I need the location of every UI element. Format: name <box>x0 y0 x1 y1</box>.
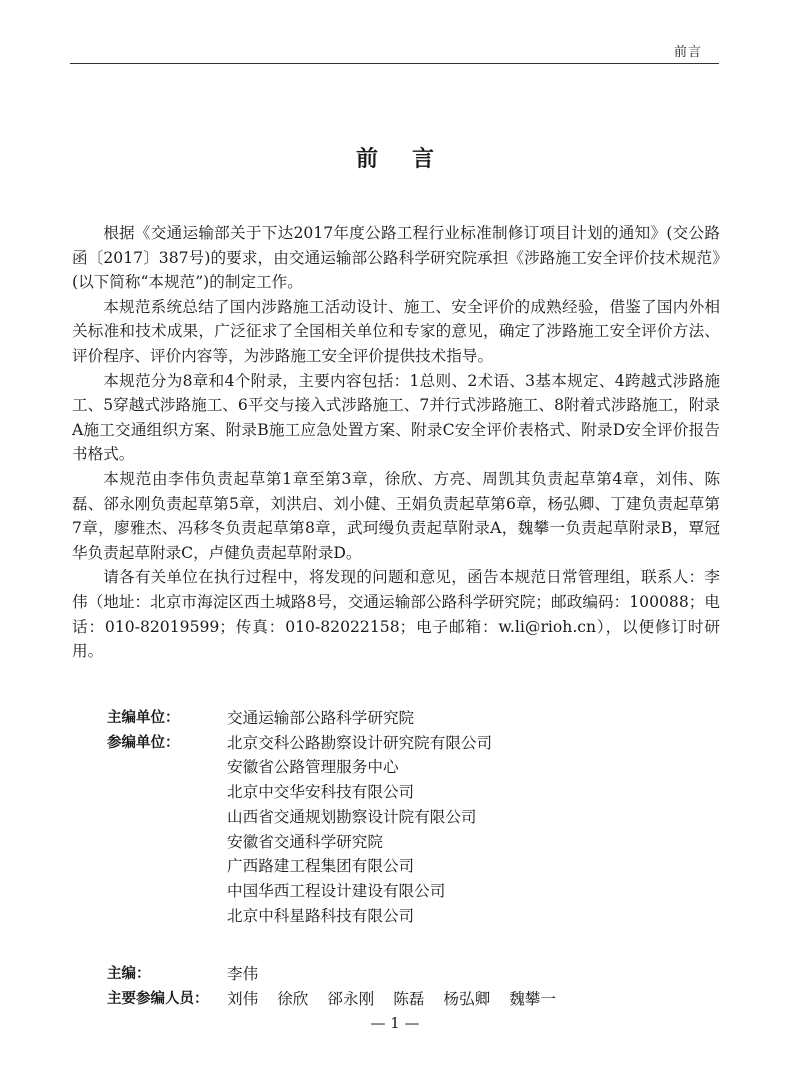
paragraph: 根据《交通运输部关于下达2017年度公路工程行业标准制修订项目计划的通知》(交公路函〔2017〕387号)的要求，由交通运输部公路科学研究院承担《涉路施工安全评价技术规范》(以下简称“本规范”)的制定工作。 <box>72 224 720 292</box>
paragraph: 本规范系统总结了国内涉路施工活动设计、施工、安全评价的成熟经验，借鉴了国内外相关标准和技术成果，广泛征求了全国相关单位和专家的意见，确定了涉路施工安全评价方法、评价程序、评价内容等，为涉路施工安全评价提供技术指导。 <box>72 297 720 365</box>
participating-units-row <box>107 731 667 929</box>
page-number: — 1 — <box>370 1014 420 1032</box>
credits-block <box>107 706 667 928</box>
preface-body <box>72 221 720 664</box>
participating-units-list <box>227 731 492 929</box>
chief-unit-row <box>107 706 667 731</box>
paragraph: 本规范由李伟负责起草第1章至第3章，徐欣、方亮、周凯其负责起草第4章，刘伟、陈磊、郤永刚负责起草第5章，刘洪启、刘小健、王娟负责起草第6章，杨弘卿、丁建负责起草第7章，廖雅杰、冯移冬负责起草第8章，武珂缦负责起草附录A，魏攀一负责起草附录B，覃冠华负责起草附录C，卢健负责起草附录D。 <box>72 469 720 562</box>
main-participants-label: 主要参编人员： <box>107 990 209 1007</box>
page-title: 前言 <box>355 147 468 172</box>
main-participants-row <box>107 987 575 1012</box>
participating-unit: 北京交科公路勘察设计研究院有限公司 <box>227 733 493 752</box>
header-rule <box>70 63 719 64</box>
participating-unit: 北京中科星路科技有限公司 <box>227 906 415 925</box>
participant-name: 魏攀一 <box>509 989 556 1008</box>
participant-name: 杨弘卿 <box>443 989 491 1008</box>
participating-unit: 安徽省公路管理服务中心 <box>227 758 399 777</box>
participant-name: 陈磊 <box>393 989 425 1008</box>
paragraph: 请各有关单位在执行过程中，将发现的问题和意见，函告本规范日常管理组，联系人：李伟（地址：北京市海淀区西土城路8号，交通运输部公路科学研究院；邮政编码：100088；电话：010-82019599；传真：010-82022158；电子邮箱：w.li@rioh.cn），以便修订时研用。 <box>72 568 720 661</box>
participant-name: 徐欣 <box>277 989 309 1008</box>
participant-name: 刘伟 <box>227 989 259 1008</box>
chief-editor: 李伟 <box>227 965 259 983</box>
running-header-title: 前言 <box>673 45 702 60</box>
participating-unit: 中国华西工程设计建设有限公司 <box>227 881 446 900</box>
participant-name: 郤永刚 <box>327 989 375 1008</box>
participating-unit: 北京中交华安科技有限公司 <box>227 783 415 802</box>
chief-editor-label: 主编： <box>107 966 151 982</box>
participating-unit: 广西路建工程集团有限公司 <box>227 857 415 876</box>
paragraph: 本规范分为8章和4个附录，主要内容包括：1总则、2术语、3基本规定、4跨越式涉路施工、5穿越式涉路施工、6平交与接入式涉路施工、7并行式涉路施工、8附着式涉路施工，附录A施工交通组织方案、附录B施工应急处置方案、附录C安全评价表格式、附录D安全评价报告书格式。 <box>72 371 720 464</box>
participating-units-label: 参编单位： <box>107 734 180 751</box>
editors-block <box>107 962 575 1011</box>
participating-unit: 山西省交通规划勘察设计院有限公司 <box>227 807 477 826</box>
chief-editor-row <box>107 962 575 987</box>
participating-unit: 安徽省交通科学研究院 <box>227 832 383 851</box>
chief-unit-label: 主编单位： <box>107 710 180 726</box>
chief-unit: 交通运输部公路科学研究院 <box>227 709 415 727</box>
main-participants-list <box>227 987 575 1012</box>
